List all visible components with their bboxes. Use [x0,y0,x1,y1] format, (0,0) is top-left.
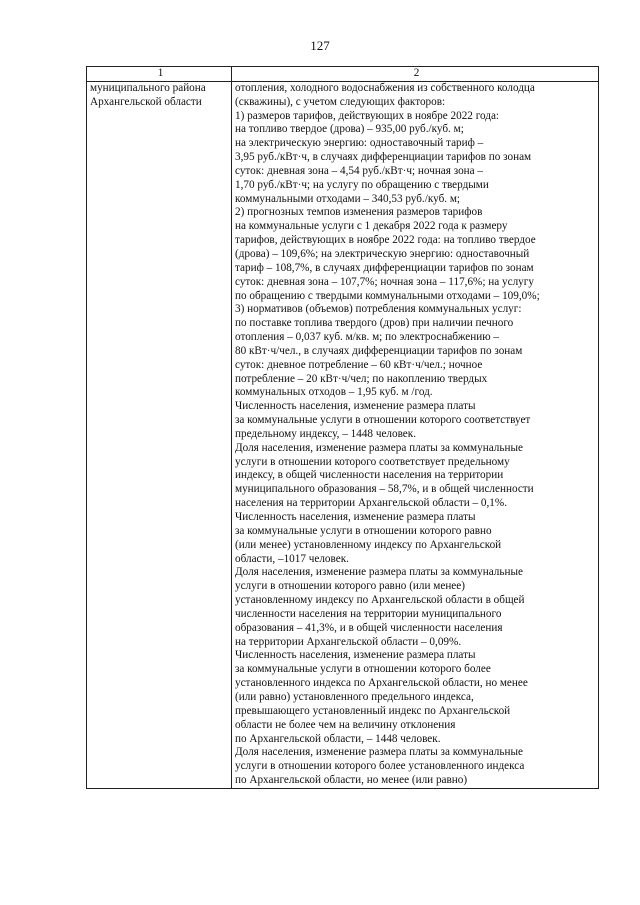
description-line: по Архангельской области, – 1448 человек. [235,732,441,745]
description-line: Численность населения, изменение размера платы [235,649,476,662]
municipality-line: муниципального района [90,81,206,94]
description-line: потребление – 20 кВт·ч/чел; по накоплению твердых [235,372,488,385]
description-line: по обращению с твердыми коммунальными отходами – 109,0%; [235,289,540,302]
description-line: на территории Архангельской области – 0,09%. [235,635,462,648]
description-line: муниципального образования – 58,7%, и в общей численности [235,483,534,496]
description-line: Численность населения, изменение размера платы [235,400,476,413]
table-row [87,81,599,788]
description-line: тарифов, действующих в ноябре 2022 года: на топливо твердое [235,234,536,247]
description-line: установленного индекса по Архангельской области, но менее [235,677,528,690]
description-line: численности населения на территории муниципального [235,607,502,620]
description-line: образования – 41,3%, и в общей численности населения [235,621,503,634]
column-header-2: 2 [232,67,599,82]
description-line: населения на территории Архангельской области – 0,1%. [235,497,508,510]
description-line: Доля населения, изменение размера платы за коммунальные [235,566,523,579]
description-line: по поставке топлива твердого (дров) при наличии печного [235,317,514,330]
description-line: установленному индексу по Архангельской области в общей [235,594,525,607]
description-line: (или менее) установленному индексу по Архангельской [235,538,502,551]
page-number: 127 [310,38,330,53]
description-line: предельному индексу, – 1448 человек. [235,427,416,440]
description-line: на электрическую энергию: одноставочный тариф – [235,137,484,150]
description-line: (или равно) установленного предельного индекса, [235,690,474,703]
column-header-1: 1 [87,67,232,82]
description-line: 1,70 руб./кВт·ч; на услугу по обращению с твердыми [235,178,489,191]
municipality-line: Архангельской области [90,95,202,108]
description-cell [232,81,599,788]
description-line: Численность населения, изменение размера платы [235,511,476,523]
description-line: за коммунальные услуги в отношении которого соответствует [235,414,531,427]
description-line: Доля населения, изменение размера платы за коммунальные [235,746,523,759]
description-line: отопления – 0,037 куб. м/кв. м; по электроснабжению – [235,331,499,344]
description-line: за коммунальные услуги в отношении которого равно [235,524,492,537]
description-line: услуги в отношении которого соответствует предельному [235,455,510,468]
table-header-row [87,67,599,82]
description-line: области не более чем на величину отклонения [235,718,456,731]
description-line: суток: дневная зона – 107,7%; ночная зона – 117,6%; на услугу [235,275,534,288]
description-line: коммунальных отходов – 1,95 куб. м /год. [235,386,433,399]
description-line: превышающего установленный индекс по Архангельской [235,704,511,717]
description-line: за коммунальные услуги в отношении которого более [235,663,491,676]
description-line: тариф – 108,7%, в случаях дифференциации тарифов по зонам [235,261,534,274]
description-line: 3,95 руб./кВт·ч, в случаях дифференциации тарифов по зонам [235,151,532,164]
description-line: отопления, холодного водоснабжения из собственного колодца [235,81,535,94]
description-line: области, –1017 человек. [235,552,349,565]
municipality-cell [87,81,232,788]
description-line: суток: дневная зона – 4,54 руб./кВт·ч; ночная зона – [235,164,484,177]
description-line: индексу, в общей численности населения на территории [235,469,504,482]
description-line: на коммунальные услуги с 1 декабря 2022 года к размеру [235,220,508,233]
description-line: (скважины), с учетом следующих факторов: [235,95,446,108]
document-table [86,66,599,789]
description-line: (дрова) – 109,6%; на электрическую энергию: одноставочный [235,247,530,260]
description-line: суток: дневное потребление – 60 кВт·ч/чел.; ночное [235,358,483,371]
description-line: 3) нормативов (объемов) потребления коммунальных услуг: [235,303,522,316]
description-line: услуги в отношении которого равно (или менее) [235,580,465,593]
description-line: 1) размеров тарифов, действующих в ноябре 2022 года: [235,109,500,122]
description-line: 2) прогнозных темпов изменения размеров тарифов [235,206,483,219]
description-line: на топливо твердое (дрова) – 935,00 руб./куб. м; [235,123,464,136]
description-line: Доля населения, изменение размера платы за коммунальные [235,441,523,454]
description-line: услуги в отношении которого более установленного индекса [235,760,525,773]
description-line: коммунальными отходами – 340,53 руб./куб. м; [235,192,461,205]
description-line: по Архангельской области, но менее (или равно) [235,774,468,787]
description-line: 80 кВт·ч/чел., в случаях дифференциации тарифов по зонам [235,344,523,357]
